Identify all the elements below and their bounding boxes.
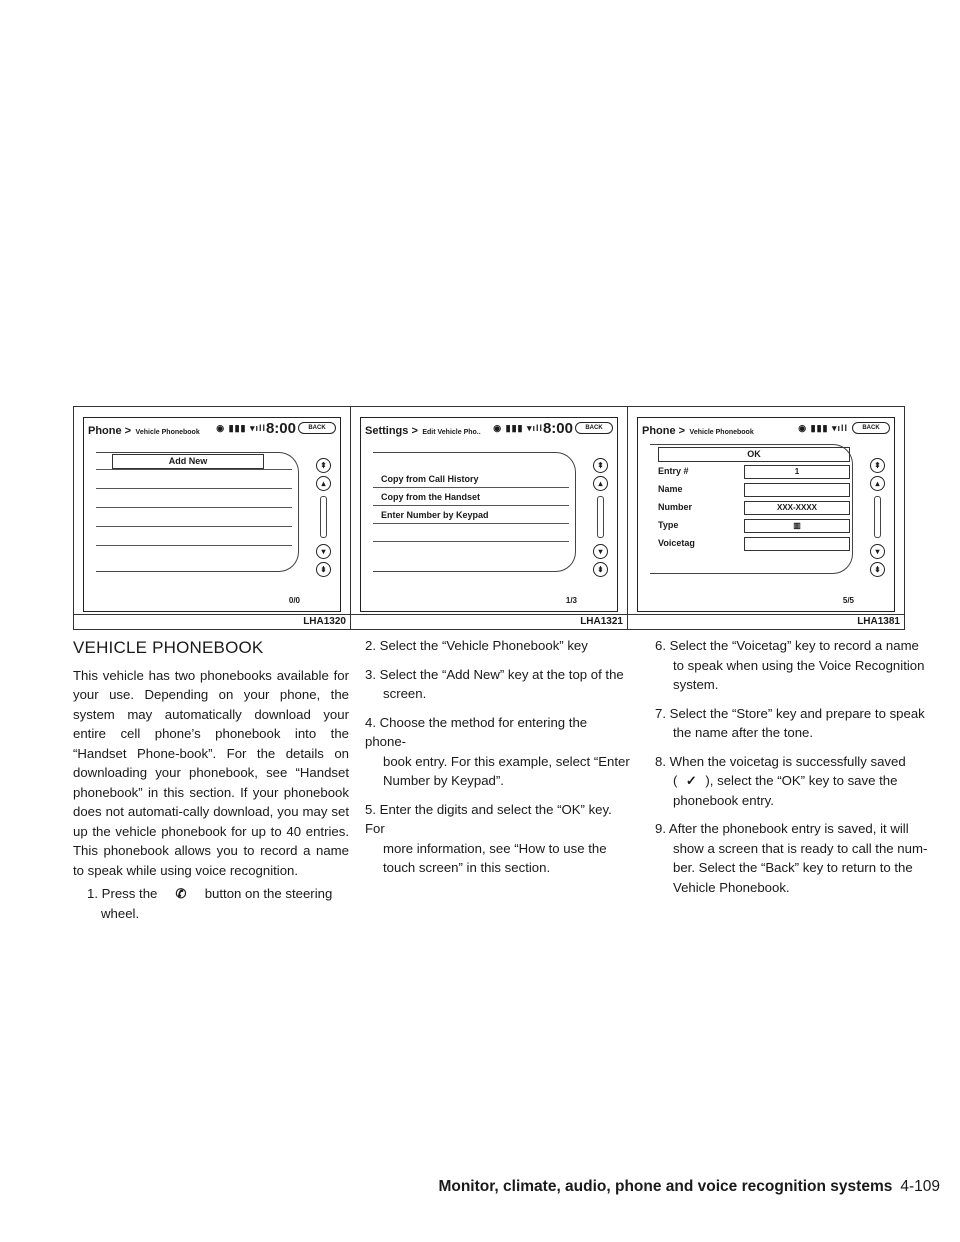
- breadcrumb-main: Phone >: [642, 425, 686, 437]
- list-row: [96, 472, 292, 489]
- step-1-text-a: 1. Press the: [87, 886, 158, 901]
- scroll-up-icon[interactable]: ▴: [870, 476, 885, 491]
- step-6: [655, 636, 935, 695]
- figure-code: LHA1321: [580, 616, 623, 627]
- clock: 8:00: [542, 420, 573, 437]
- copy-from-handset-item[interactable]: Copy from the Handset: [373, 489, 569, 506]
- page-footer: [438, 1178, 940, 1196]
- entry-list: [96, 452, 299, 572]
- step-4-text-b: book entry. For this example, select “Enter Number by Keypad”.: [383, 753, 630, 788]
- scrollbar[interactable]: [874, 496, 881, 538]
- ok-button[interactable]: OK: [658, 447, 850, 462]
- step-2: 2. Select the “Vehicle Phonebook” key: [365, 638, 588, 653]
- screen-edit-vehicle-phonebook: [360, 417, 618, 612]
- figure-lha1321: [350, 406, 628, 630]
- phone-icon: ✆: [175, 886, 187, 901]
- voicetag-label: Voicetag: [658, 538, 695, 548]
- entry-form: [650, 444, 853, 574]
- page-counter: 0/0: [288, 596, 300, 605]
- status-icons: ◉ ▮▮▮ ▾ıll: [216, 423, 266, 433]
- step-4-text-a: 4. Choose the method for entering the phone-: [365, 714, 588, 749]
- column-1: [73, 638, 349, 923]
- page-down-icon[interactable]: ⇟: [870, 562, 885, 577]
- back-button[interactable]: BACK: [852, 422, 890, 434]
- voicetag-field[interactable]: [744, 537, 850, 551]
- section-heading: VEHICLE PHONEBOOK: [73, 638, 264, 657]
- list-row: [96, 529, 292, 546]
- back-button[interactable]: BACK: [298, 422, 336, 434]
- breadcrumb-main: Settings >: [365, 425, 418, 437]
- intro-paragraph: This vehicle has two phonebooks available for your use. Depending on your phone, the system may automatically download your entire cell phone’s phonebook into the “Handset Phone-book”. For the details on downloading your phonebook, see “Handset phonebook” in this section. If your phonebook does not automati-cally download, you may set up the vehicle phonebook for up to 40 entries. This phonebook allows you to record a name to speak while using voice recognition.: [73, 667, 349, 878]
- page-up-icon[interactable]: ⇞: [593, 458, 608, 473]
- list-row: [96, 510, 292, 527]
- list-row: [96, 491, 292, 508]
- step-8-text-b: [655, 771, 935, 810]
- step-5: [365, 800, 630, 878]
- figure-lha1381: [627, 406, 905, 630]
- scroll-down-icon[interactable]: ▾: [593, 544, 608, 559]
- figure-code: LHA1381: [857, 616, 900, 627]
- step-3: [365, 665, 630, 704]
- step-9-text-b: show a screen that is ready to call the num-ber. Select the “Back” key to return to the Vehicle Phonebook.: [673, 840, 928, 895]
- step-8-text-a: 8. When the voicetag is successfully saved: [655, 753, 906, 769]
- screen-header: [642, 421, 890, 437]
- step-8-open-paren: (: [673, 773, 678, 788]
- number-field[interactable]: XXX-XXXX: [744, 501, 850, 515]
- screen-header: [88, 421, 336, 437]
- step-9-text-a: 9. After the phonebook entry is saved, it will: [655, 821, 909, 836]
- page-up-icon[interactable]: ⇞: [316, 458, 331, 473]
- step-1-text-b: button on the steering: [204, 886, 333, 901]
- type-field[interactable]: ▥: [744, 519, 850, 533]
- page-counter: 5/5: [842, 596, 854, 605]
- step-3-text-a: 3. Select the “Add New” key at the top of the: [365, 666, 624, 682]
- breadcrumb-sub: Vehicle Phonebook: [135, 429, 200, 436]
- screen-new-entry: [637, 417, 895, 612]
- scroll-up-icon[interactable]: ▴: [316, 476, 331, 491]
- scroll-down-icon[interactable]: ▾: [870, 544, 885, 559]
- step-5-text-a: 5. Enter the digits and select the “OK” key. For: [365, 801, 612, 836]
- number-label: Number: [658, 502, 693, 512]
- page-down-icon[interactable]: ⇟: [593, 562, 608, 577]
- scrollbar[interactable]: [320, 496, 327, 538]
- breadcrumb-sub: Edit Vehicle Pho..: [422, 429, 481, 436]
- step-3-text-b: screen.: [383, 686, 427, 701]
- scrollbar[interactable]: [597, 496, 604, 538]
- page-counter: 1/3: [565, 596, 577, 605]
- clock: 8:00: [265, 420, 296, 437]
- list-row: [373, 525, 569, 542]
- step-4: [365, 713, 630, 791]
- step-5-text-b: more information, see “How to use the touch screen” in this section.: [383, 840, 607, 875]
- scroll-controls: [589, 458, 611, 578]
- scroll-down-icon[interactable]: ▾: [316, 544, 331, 559]
- step-8: [655, 752, 935, 811]
- entry-number-field[interactable]: 1: [744, 465, 850, 479]
- page-number: 4-109: [900, 1178, 940, 1195]
- step-7: [655, 704, 935, 743]
- scroll-controls: [866, 458, 888, 578]
- name-label: Name: [658, 484, 683, 494]
- step-9: [655, 819, 935, 897]
- list-row: [96, 453, 292, 470]
- column-2: [365, 636, 630, 887]
- step-6-text-b: to speak when using the Voice Recognition system.: [673, 657, 925, 692]
- entry-number-label: Entry #: [658, 466, 689, 476]
- step-1-text-c: wheel.: [101, 905, 140, 921]
- add-new-button[interactable]: Add New: [112, 454, 264, 469]
- type-label: Type: [658, 520, 679, 530]
- scroll-up-icon[interactable]: ▴: [593, 476, 608, 491]
- breadcrumb-main: Phone >: [88, 425, 132, 437]
- step-1: [73, 884, 349, 923]
- figure-lha1320: [73, 406, 351, 630]
- column-3: [655, 636, 935, 906]
- page-down-icon[interactable]: ⇟: [316, 562, 331, 577]
- footer-title: Monitor, climate, audio, phone and voice recognition systems: [438, 1178, 893, 1195]
- page-up-icon[interactable]: ⇞: [870, 458, 885, 473]
- step-6-text-a: 6. Select the “Voicetag” key to record a name: [655, 638, 919, 653]
- step-7-text-b: the name after the tone.: [673, 725, 814, 740]
- screen-vehicle-phonebook-empty: [83, 417, 341, 612]
- screen-header: [365, 421, 613, 437]
- scroll-controls: [312, 458, 334, 578]
- enter-number-by-keypad-item[interactable]: Enter Number by Keypad: [373, 507, 569, 524]
- figure-code: LHA1320: [303, 616, 346, 627]
- back-button[interactable]: BACK: [575, 422, 613, 434]
- breadcrumb-sub: Vehicle Phonebook: [689, 429, 754, 436]
- status-icons: ◉ ▮▮▮ ▾ıll: [493, 423, 543, 433]
- status-icons: ◉ ▮▮▮ ▾ıll: [798, 423, 848, 433]
- step-8-text-b-post: ), select the “OK” key to save the phonebook entry.: [673, 773, 898, 808]
- name-field[interactable]: [744, 483, 850, 497]
- step-7-text-a: 7. Select the “Store” key and prepare to speak: [655, 705, 925, 721]
- voicetag-saved-icon: ✓: [685, 773, 697, 788]
- copy-from-call-history-item[interactable]: Copy from Call History: [373, 471, 569, 488]
- method-list: [373, 452, 576, 572]
